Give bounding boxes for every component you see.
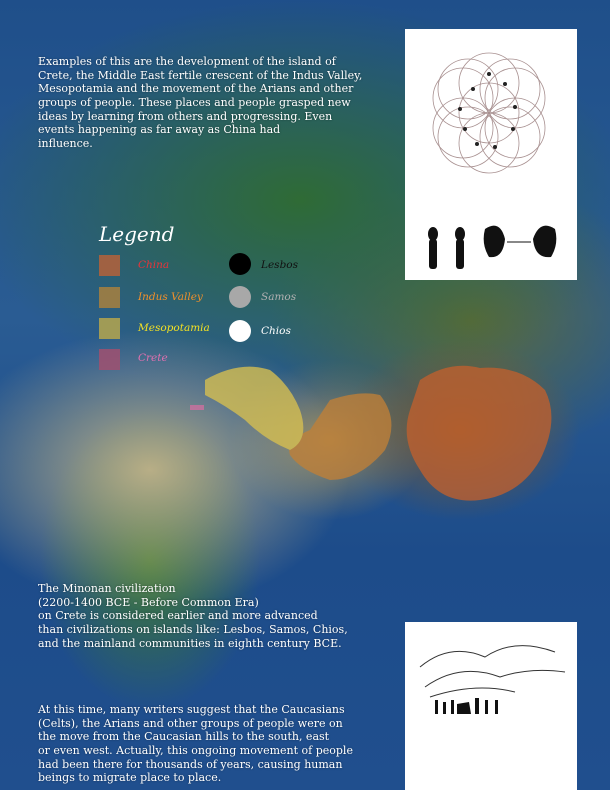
- legend-label-lesbos: Lesbos: [261, 259, 299, 271]
- dot-samos: [229, 286, 251, 308]
- legend-label-china: China: [138, 259, 170, 271]
- swatch-china: [99, 255, 120, 276]
- caucasians-paragraph: At this time, many writers suggest that the Caucasians (Celts), the Arians and other groups of people were on the move from the Caucasian hills to the south, east or even west. Actually, this ongoing movement of people had been there for thousands of years, causing human beings to migrate place to place.: [38, 703, 353, 785]
- dot-chios: [229, 320, 251, 342]
- legend-label-mesopotamia: Mesopotamia: [138, 322, 210, 334]
- legend-label-crete: Crete: [138, 352, 168, 364]
- hills-and-travelers-drawing: [405, 622, 577, 790]
- dot-lesbos: [229, 253, 251, 275]
- legend-title: Legend: [99, 222, 175, 246]
- region-indus-valley: [289, 393, 391, 480]
- swatch-crete: [99, 349, 120, 370]
- circles-figure-drawing: [405, 29, 577, 280]
- legend-label-chios: Chios: [261, 325, 291, 337]
- intro-paragraph: Examples of this are the development of the island of Crete, the Middle East fertile crescent of the Indus Valley, Mesopotamia and the movement of the Arians and other groups of people. These places and people grasped new ideas by learning from others and progressing. Even events happening as far away as China had influence.: [38, 55, 363, 150]
- swatch-indus-valley: [99, 287, 120, 308]
- region-crete: [190, 405, 204, 410]
- region-china: [407, 366, 552, 501]
- swatch-mesopotamia: [99, 318, 120, 339]
- region-mesopotamia: [205, 367, 303, 450]
- migration-illustration: [405, 622, 577, 790]
- legend-label-samos: Samos: [261, 291, 297, 303]
- minoan-paragraph: The Minonan civilization (2200-1400 BCE - Before Common Era) on Crete is considered earlier and more advanced than civilizations on islands like: Lesbos, Samos, Chios, and the mainland communities in eighth century BCE.: [38, 582, 348, 650]
- flower-of-life-illustration: [405, 29, 577, 280]
- legend-label-indus-valley: Indus Valley: [138, 291, 203, 303]
